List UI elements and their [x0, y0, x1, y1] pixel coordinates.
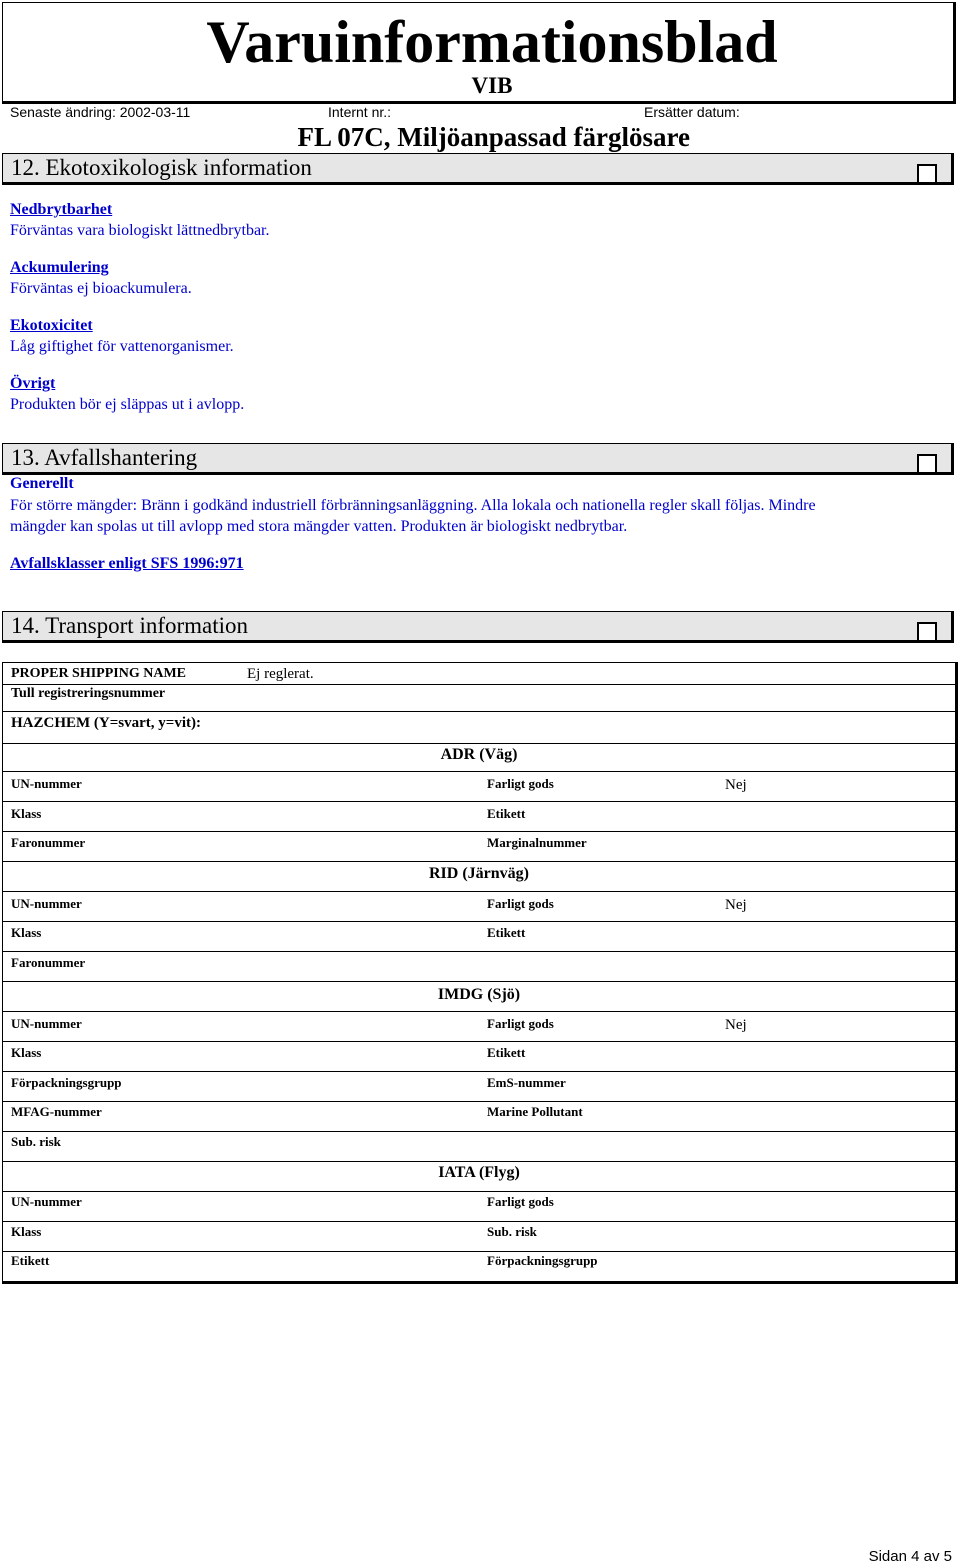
section-13-title: 13. Avfallshantering [11, 445, 198, 470]
adr-dangerous-goods-label: Farligt gods [487, 776, 554, 791]
adr-un-label: UN-nummer [11, 776, 82, 791]
text-generellt-line1: För större mängder: Bränn i godkänd industriell förbränningsanläggning. Alla lokala och nationella regler skall följas. Mindre [10, 497, 816, 514]
iata-subrisk-label: Sub. risk [487, 1224, 537, 1239]
imdg-packing-group-label: Förpackningsgrupp [11, 1075, 122, 1090]
text-ovrigt: Produkten bör ej släppas ut i avlopp. [10, 396, 245, 413]
imdg-dangerous-goods-label: Farligt gods [487, 1016, 554, 1031]
adr-klass-label: Klass [11, 806, 42, 821]
imdg-dangerous-goods-value: Nej [725, 1017, 747, 1033]
rid-un-label: UN-nummer [11, 896, 82, 911]
proper-shipping-name-label: PROPER SHIPPING NAME [11, 666, 186, 681]
imdg-title: IMDG (Sjö) [437, 986, 521, 1003]
proper-shipping-name-value: Ej reglerat. [247, 666, 314, 682]
section-13-checkbox[interactable] [917, 454, 937, 474]
replaces-date: Ersätter datum: [644, 104, 740, 120]
section-14-checkbox[interactable] [917, 622, 937, 642]
imdg-un-label: UN-nummer [11, 1016, 82, 1031]
section-14-title: 14. Transport information [11, 613, 249, 638]
text-nedbrytbarhet: Förväntas vara biologiskt lättnedbrytbar. [10, 222, 270, 239]
rid-title: RID (Järnväg) [429, 865, 529, 882]
section-12-checkbox[interactable] [917, 164, 937, 184]
customs-number-label: Tull registreringsnummer [11, 686, 166, 701]
iata-title: IATA (Flyg) [438, 1164, 520, 1181]
iata-packing-group-label: Förpackningsgrupp [487, 1253, 598, 1268]
imdg-etikett-label: Etikett [487, 1045, 526, 1060]
imdg-ems-label: EmS-nummer [487, 1075, 566, 1090]
heading-ackumulering: Ackumulering [10, 259, 109, 276]
adr-etikett-label: Etikett [487, 806, 526, 821]
heading-ovrigt: Övrigt [10, 375, 56, 392]
imdg-subrisk-label: Sub. risk [11, 1134, 61, 1149]
rid-klass-label: Klass [11, 925, 42, 940]
page-number: Sidan 4 av 5 [868, 1548, 952, 1565]
section-14-header [2, 611, 954, 643]
hazchem-label: HAZCHEM (Y=svart, y=vit): [11, 715, 201, 731]
iata-dangerous-goods-label: Farligt gods [487, 1194, 554, 1209]
rid-faronummer-label: Faronummer [11, 955, 86, 970]
rid-dangerous-goods-value: Nej [725, 897, 747, 913]
text-ekotoxicitet: Låg giftighet för vattenorganismer. [10, 338, 234, 355]
rid-etikett-label: Etikett [487, 925, 526, 940]
internal-number: Internt nr.: [328, 104, 392, 120]
rid-dangerous-goods-label: Farligt gods [487, 896, 554, 911]
text-generellt-line2: mängder kan spolas ut till avlopp med stora mängder vatten. Produkten är biologiskt nedbrytbar. [10, 518, 628, 535]
document-subtitle: VIB [471, 73, 513, 98]
section-13-header [2, 443, 954, 475]
imdg-klass-label: Klass [11, 1045, 42, 1060]
imdg-marine-pollutant-label: Marine Pollutant [487, 1104, 583, 1119]
imdg-mfag-label: MFAG-nummer [11, 1104, 102, 1119]
last-changed: Senaste ändring: 2002-03-11 [10, 104, 191, 120]
section-12-title: 12. Ekotoxikologisk information [11, 155, 312, 180]
adr-marginalnummer-label: Marginalnummer [487, 835, 587, 850]
transport-table [2, 662, 958, 1284]
section-12-header [2, 153, 954, 185]
iata-un-label: UN-nummer [11, 1194, 82, 1209]
product-name: FL 07C, Miljöanpassad färglösare [297, 122, 690, 152]
adr-faronummer-label: Faronummer [11, 835, 86, 850]
heading-nedbrytbarhet: Nedbrytbarhet [10, 201, 113, 218]
text-ackumulering: Förväntas ej bioackumulera. [10, 280, 192, 297]
adr-dangerous-goods-value: Nej [725, 777, 747, 793]
heading-avfallsklasser: Avfallsklasser enligt SFS 1996:971 [10, 555, 244, 572]
iata-etikett-label: Etikett [11, 1253, 50, 1268]
heading-ekotoxicitet: Ekotoxicitet [10, 317, 93, 334]
heading-generellt: Generellt [10, 475, 74, 492]
document-title: Varuinformationsblad [206, 9, 778, 75]
iata-klass-label: Klass [11, 1224, 42, 1239]
adr-title: ADR (Väg) [440, 746, 518, 763]
